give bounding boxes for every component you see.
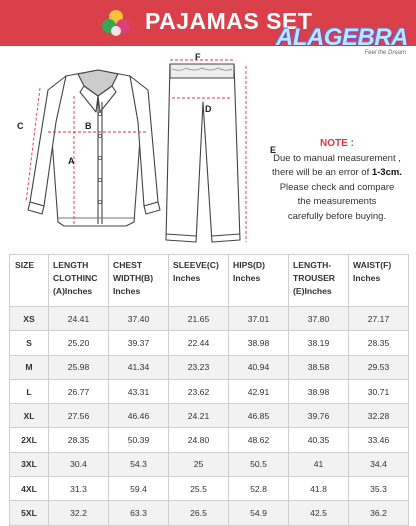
table-cell: 24.21 xyxy=(169,404,229,428)
table-cell: 38.98 xyxy=(229,331,289,355)
table-cell: 25.20 xyxy=(49,331,109,355)
size-cell: 5XL xyxy=(10,501,49,525)
table-cell: 30.4 xyxy=(49,452,109,476)
table-cell: 34.4 xyxy=(349,452,409,476)
table-cell: 39.37 xyxy=(109,331,169,355)
note-line-5: carefully before buying. xyxy=(287,210,387,222)
table-cell: 41.8 xyxy=(289,477,349,501)
table-cell: 59.4 xyxy=(109,477,169,501)
table-cell: 25.98 xyxy=(49,355,109,379)
table-cell: 42.5 xyxy=(289,501,349,525)
size-cell: XL xyxy=(10,404,49,428)
table-cell: 35.3 xyxy=(349,477,409,501)
table-cell: 37.01 xyxy=(229,307,289,331)
table-cell: 48.62 xyxy=(229,428,289,452)
table-cell: 32.28 xyxy=(349,404,409,428)
table-cell: 42.91 xyxy=(229,379,289,403)
header-length-trouser: LENGTH- TROUSER (E)Inches xyxy=(289,255,349,307)
table-cell: 26.5 xyxy=(169,501,229,525)
table-row xyxy=(10,331,409,355)
table-cell: 22.44 xyxy=(169,331,229,355)
page-title: PAJAMAS SET xyxy=(145,8,313,34)
table-cell: 40.94 xyxy=(229,355,289,379)
label-b: B xyxy=(85,121,92,131)
table-row xyxy=(10,379,409,403)
table-cell: 29.53 xyxy=(349,355,409,379)
table-cell: 32.2 xyxy=(49,501,109,525)
table-cell: 24.80 xyxy=(169,428,229,452)
header-length-clothing: LENGTH CLOTHINC (A)Inches xyxy=(49,255,109,307)
table-row xyxy=(10,404,409,428)
table-cell: 50.39 xyxy=(109,428,169,452)
table-cell: 33.46 xyxy=(349,428,409,452)
table-cell: 28.35 xyxy=(49,428,109,452)
table-cell: 38.98 xyxy=(289,379,349,403)
size-cell: S xyxy=(10,331,49,355)
note-line-3: Please check and compare xyxy=(279,181,395,193)
table-cell: 36.2 xyxy=(349,501,409,525)
header-hips: HIPS(D) Inches xyxy=(229,255,289,307)
table-cell: 27.17 xyxy=(349,307,409,331)
note-error-range: 1-3cm. xyxy=(371,167,402,179)
trousers-outline xyxy=(166,64,240,242)
size-cell: 3XL xyxy=(10,452,49,476)
label-a: A xyxy=(68,156,75,166)
table-cell: 31.3 xyxy=(49,477,109,501)
header-waist: WAIST(F) Inches xyxy=(349,255,409,307)
table-cell: 39.76 xyxy=(289,404,349,428)
size-cell: L xyxy=(10,379,49,403)
table-cell: 52.8 xyxy=(229,477,289,501)
note-line-4: the measurements xyxy=(297,196,377,208)
label-c: C xyxy=(17,121,24,131)
brand-logo-text: ALAGEBRA xyxy=(276,24,408,51)
table-row xyxy=(10,428,409,452)
note-line-1: Due to manual measurement , xyxy=(273,152,401,164)
table-cell: 26.77 xyxy=(49,379,109,403)
brand-tagline: Feel the Dream xyxy=(364,50,406,56)
table-cell: 41 xyxy=(289,452,349,476)
table-cell: 23.23 xyxy=(169,355,229,379)
size-cell: XS xyxy=(10,307,49,331)
table-cell: 54.3 xyxy=(109,452,169,476)
table-cell: 21.65 xyxy=(169,307,229,331)
trousers-waistband xyxy=(170,64,234,78)
table-cell: 37.80 xyxy=(289,307,349,331)
note-title: NOTE : xyxy=(320,138,354,149)
label-d: D xyxy=(205,104,212,114)
table-cell: 38.58 xyxy=(289,355,349,379)
table-cell: 63.3 xyxy=(109,501,169,525)
note-line-2: there will be an error of 1-3cm. xyxy=(272,167,402,179)
size-cell: M xyxy=(10,355,49,379)
table-cell: 43.31 xyxy=(109,379,169,403)
size-cell: 2XL xyxy=(10,428,49,452)
table-cell: 54.9 xyxy=(229,501,289,525)
header-size: SIZE xyxy=(10,255,49,307)
size-cell: 4XL xyxy=(10,477,49,501)
table-header-row xyxy=(10,255,409,307)
table-cell: 27.56 xyxy=(49,404,109,428)
table-cell: 46.46 xyxy=(109,404,169,428)
table-cell: 23.62 xyxy=(169,379,229,403)
table-cell: 38.19 xyxy=(289,331,349,355)
table-cell: 30.71 xyxy=(349,379,409,403)
table-cell: 46.85 xyxy=(229,404,289,428)
size-chart-table xyxy=(9,254,409,526)
label-e: E xyxy=(270,145,277,155)
brand-logo-icon xyxy=(100,9,132,37)
table-cell: 25 xyxy=(169,452,229,476)
table-row xyxy=(10,307,409,331)
header-chest-width: CHEST WIDTH(B) Inches xyxy=(109,255,169,307)
header-sleeve: SLEEVE(C) Inches xyxy=(169,255,229,307)
table-cell: 28.35 xyxy=(349,331,409,355)
table-cell: 37.40 xyxy=(109,307,169,331)
label-f: F xyxy=(195,52,201,62)
table-row xyxy=(10,477,409,501)
table-cell: 40.35 xyxy=(289,428,349,452)
table-row xyxy=(10,452,409,476)
table-cell: 41.34 xyxy=(109,355,169,379)
table-row xyxy=(10,355,409,379)
measurement-note xyxy=(262,137,412,225)
table-cell: 24.41 xyxy=(49,307,109,331)
table-cell: 50.5 xyxy=(229,452,289,476)
table-cell: 25.5 xyxy=(169,477,229,501)
table-row xyxy=(10,501,409,525)
